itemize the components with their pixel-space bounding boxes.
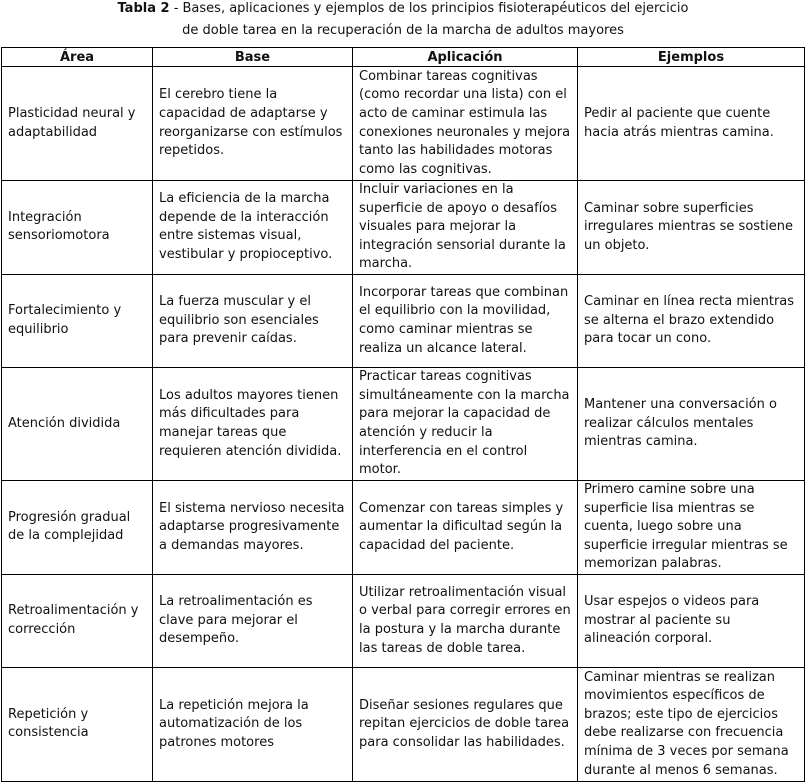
- cell-aplicacion: Diseñar sesiones regulares que repitan ejercicios de doble tarea para consolidar las habilidades.: [353, 667, 578, 781]
- cell-aplicacion: Incorporar tareas que combinan el equilibrio con la movilidad, como caminar mientras se realiza un alcance lateral.: [353, 274, 578, 367]
- cell-aplicacion: Combinar tareas cognitivas (como recordar una lista) con el acto de caminar estimula las conexiones neuronales y mejora tanto las habilidades motoras como las cognitivas.: [353, 67, 578, 181]
- cell-area: Retroalimentación y corrección: [2, 574, 153, 667]
- cell-aplicacion: Utilizar retroalimentación visual o verbal para corregir errores en la postura y la marcha durante las tareas de doble tarea.: [353, 574, 578, 667]
- cell-aplicacion: Comenzar con tareas simples y aumentar la dificultad según la capacidad del paciente.: [353, 480, 578, 574]
- cell-ejemplos: Caminar mientras se realizan movimientos específicos de brazos; este tipo de ejercicios debe realizarse con frecuencia mínima de 3 veces por semana durante al menos 6 semanas.: [578, 667, 805, 781]
- table-caption-text: - Bases, aplicaciones y ejemplos de los principios fisioterapéuticos del ejercicio: [169, 1, 689, 16]
- table-row: [2, 480, 805, 574]
- cell-base: La fuerza muscular y el equilibrio son esenciales para prevenir caídas.: [153, 274, 353, 367]
- table-row: [2, 667, 805, 781]
- table-caption-line-1: [0, 0, 806, 18]
- cell-ejemplos: Pedir al paciente que cuente hacia atrás mientras camina.: [578, 67, 805, 181]
- cell-area: Plasticidad neural y adaptabilidad: [2, 67, 153, 181]
- header-area: Área: [2, 48, 153, 67]
- header-base: Base: [153, 48, 353, 67]
- cell-aplicacion: Incluir variaciones en la superficie de apoyo o desafíos visuales para mejorar la integración sensorial durante la marcha.: [353, 181, 578, 275]
- cell-area: Repetición y consistencia: [2, 667, 153, 781]
- table-caption-line-2: de doble tarea en la recuperación de la marcha de adultos mayores: [182, 23, 624, 38]
- cell-area: Integración sensoriomotora: [2, 181, 153, 275]
- cell-base: El cerebro tiene la capacidad de adaptarse y reorganizarse con estímulos repetidos.: [153, 67, 353, 181]
- cell-ejemplos: Caminar en línea recta mientras se alterna el brazo extendido para tocar un cono.: [578, 274, 805, 367]
- cell-area: Fortalecimiento y equilibrio: [2, 274, 153, 367]
- cell-ejemplos: Caminar sobre superficies irregulares mientras se sostiene un objeto.: [578, 181, 805, 275]
- cell-aplicacion: Practicar tareas cognitivas simultáneamente con la marcha para mejorar la capacidad de atención y reducir la interferencia en el control motor.: [353, 367, 578, 480]
- header-row: [2, 48, 805, 67]
- cell-area: Atención dividida: [2, 367, 153, 480]
- cell-base: La retroalimentación es clave para mejorar el desempeño.: [153, 574, 353, 667]
- cell-base: La repetición mejora la automatización de los patrones motores: [153, 667, 353, 781]
- cell-ejemplos: Mantener una conversación o realizar cálculos mentales mientras camina.: [578, 367, 805, 480]
- table-label: Tabla 2: [117, 1, 170, 16]
- cell-ejemplos: Usar espejos o videos para mostrar al paciente su alineación corporal.: [578, 574, 805, 667]
- cell-base: El sistema nervioso necesita adaptarse progresivamente a demandas mayores.: [153, 480, 353, 574]
- table-row: [2, 367, 805, 480]
- table-row: [2, 181, 805, 275]
- cell-base: La eficiencia de la marcha depende de la interacción entre sistemas visual, vestibular y propioceptivo.: [153, 181, 353, 275]
- cell-base: Los adultos mayores tienen más dificultades para manejar tareas que requieren atención dividida.: [153, 367, 353, 480]
- cell-area: Progresión gradual de la complejidad: [2, 480, 153, 574]
- header-aplicacion: Aplicación: [353, 48, 578, 67]
- table-row: [2, 574, 805, 667]
- table-row: [2, 274, 805, 367]
- principles-table: [1, 47, 805, 782]
- header-ejemplos: Ejemplos: [578, 48, 805, 67]
- table-row: [2, 67, 805, 181]
- cell-ejemplos: Primero camine sobre una superficie lisa mientras se cuenta, luego sobre una superficie irregular mientras se memorizan palabras.: [578, 480, 805, 574]
